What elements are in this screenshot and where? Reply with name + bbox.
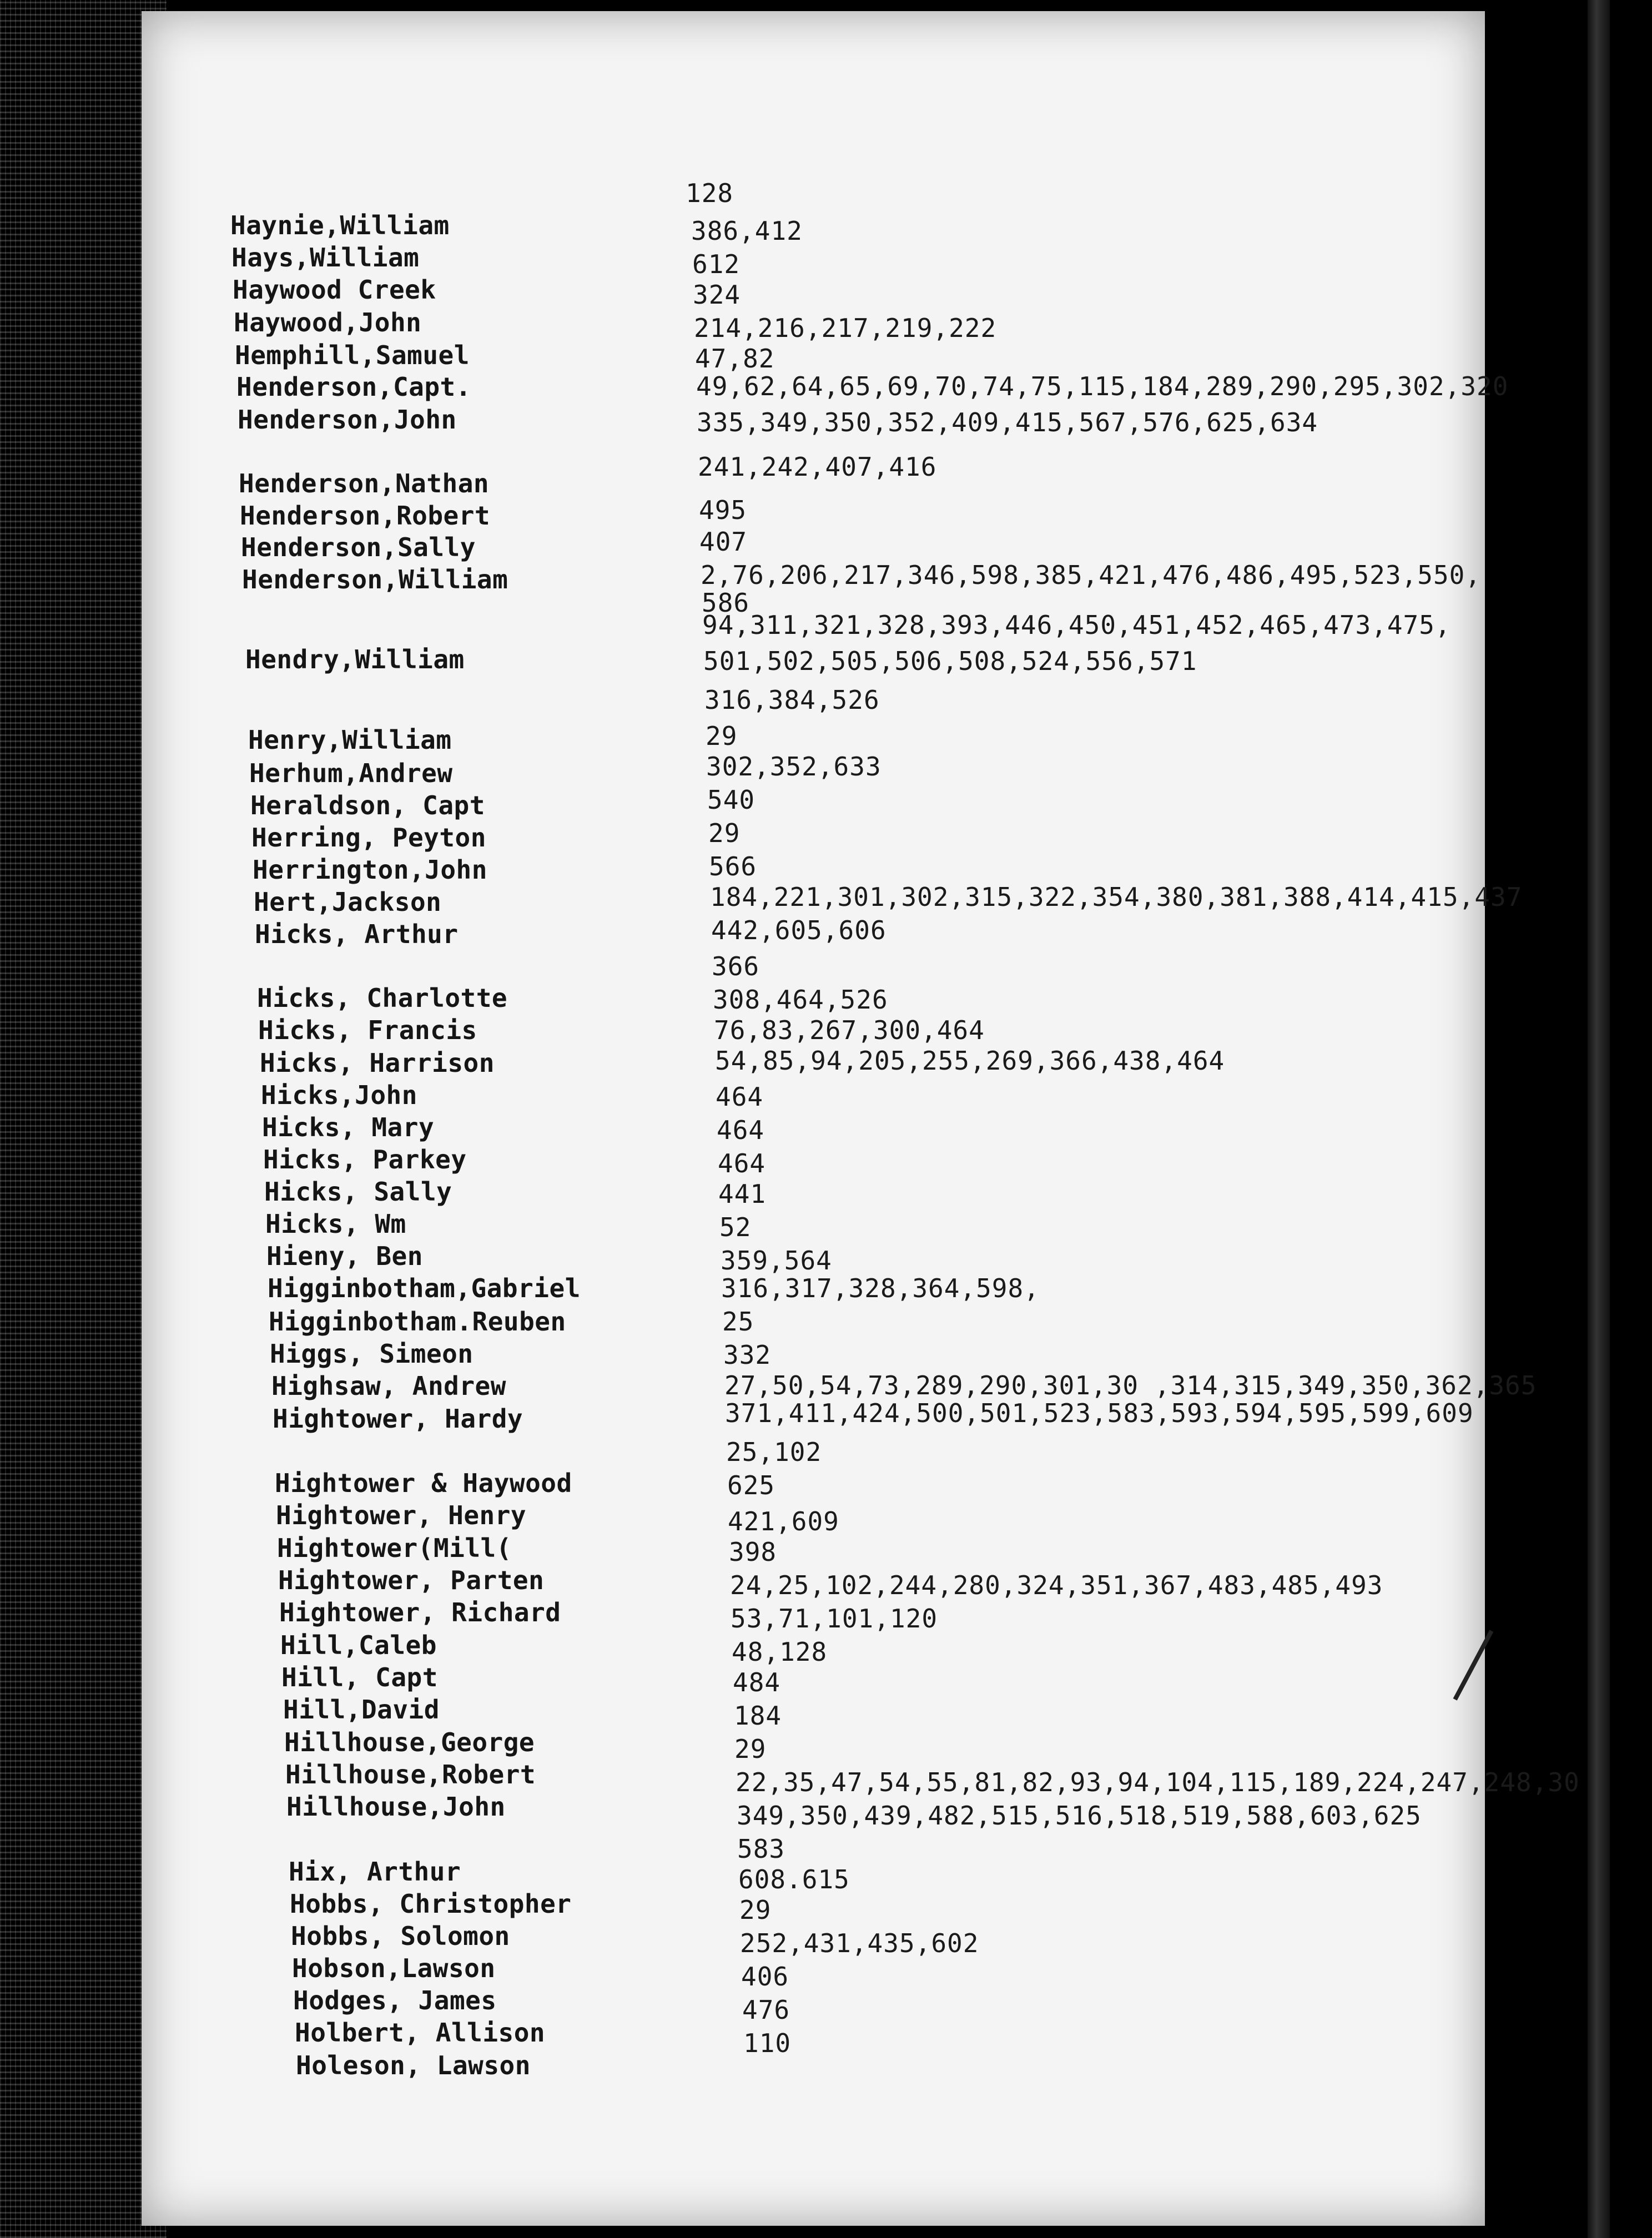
index-entry-pages: 252,431,435,602 bbox=[740, 1928, 979, 1958]
index-entry-name: Hightower, Hardy bbox=[273, 1404, 523, 1434]
index-entry-pages: 184 bbox=[734, 1701, 782, 1731]
index-entry-pages: 49,62,64,65,69,70,74,75,115,184,289,290,295,302,320 bbox=[696, 371, 1509, 401]
index-entry-pages: 386,412 bbox=[691, 216, 803, 246]
index-entry-name: Higginbotham.Reuben bbox=[269, 1307, 566, 1337]
index-entry-pages: 464 bbox=[717, 1115, 765, 1145]
index-entry-pages: 316,384,526 bbox=[704, 685, 880, 715]
index-entry-pages: 47,82 bbox=[695, 344, 775, 374]
index-entry-pages: 349,350,439,482,515,516,518,519,588,603,625 bbox=[737, 1801, 1422, 1831]
index-entry-name: Hieny, Ben bbox=[266, 1241, 423, 1271]
index-entry-pages: 48,128 bbox=[732, 1637, 828, 1667]
scan-border-right bbox=[1588, 0, 1610, 2238]
index-entry-name: Hillhouse,John bbox=[286, 1792, 506, 1822]
index-entry-name: Higgs, Simeon bbox=[270, 1339, 474, 1369]
index-entry-name: Henderson,Nathan bbox=[239, 468, 490, 498]
index-entry-pages: 54,85,94,205,255,269,366,438,464 bbox=[715, 1046, 1225, 1076]
index-entry-name: Hillhouse,Robert bbox=[285, 1760, 536, 1790]
index-entry-name: Hays,William bbox=[231, 243, 420, 273]
index-entry-pages: 308,464,526 bbox=[713, 985, 888, 1015]
index-entry-name: Hightower, Richard bbox=[279, 1597, 561, 1627]
index-entry-pages: 586 bbox=[702, 588, 750, 618]
index-entry-name: Holbert, Allison bbox=[295, 2018, 546, 2048]
index-entry-pages: 25 bbox=[722, 1307, 754, 1337]
index-entry-pages: 442,605,606 bbox=[711, 915, 887, 945]
index-entry-pages: 25,102 bbox=[726, 1437, 822, 1467]
index-entry-pages: 371,411,424,500,501,523,583,593,594,595,599,609 bbox=[725, 1398, 1474, 1428]
index-entry-pages: 29 bbox=[706, 721, 738, 751]
index-entry-pages: 608.615 bbox=[738, 1864, 850, 1894]
index-entry-name: Hill,Caleb bbox=[280, 1630, 437, 1660]
index-entry-name: Henry,William bbox=[248, 725, 452, 755]
index-entry-name: Hemphill,Samuel bbox=[235, 340, 470, 370]
index-entry-pages: 464 bbox=[716, 1082, 764, 1112]
index-entry-name: Hicks, Mary bbox=[262, 1112, 435, 1142]
index-entry-pages: 324 bbox=[693, 280, 741, 310]
index-entry-name: Heraldson, Capt bbox=[250, 790, 485, 820]
index-entry-pages: 612 bbox=[692, 249, 741, 279]
index-entry-pages: 27,50,54,73,289,290,301,30 ,314,315,349,350,362,365 bbox=[724, 1370, 1537, 1400]
index-entry-name: Hill,David bbox=[283, 1695, 440, 1725]
index-entry-name: Hicks, Wm bbox=[265, 1209, 406, 1239]
index-entry-name: Henderson,Capt. bbox=[236, 372, 471, 402]
index-entry-pages: 2,76,206,217,346,598,385,421,476,486,495,523,550, bbox=[701, 560, 1482, 590]
index-entry-pages: 421,609 bbox=[728, 1506, 839, 1536]
index-entry-pages: 94,311,321,328,393,446,450,451,452,465,473,475, bbox=[702, 610, 1451, 640]
index-entry-pages: 625 bbox=[727, 1470, 775, 1500]
index-entry-pages: 441 bbox=[718, 1179, 767, 1209]
index-entry-pages: 52 bbox=[719, 1212, 752, 1242]
index-entry-pages: 359,564 bbox=[721, 1246, 832, 1276]
index-entry-name: Highsaw, Andrew bbox=[271, 1371, 506, 1401]
index-entry-name: Hodges, James bbox=[293, 1985, 497, 2015]
page-number: 128 bbox=[686, 178, 734, 208]
index-entry-pages: 484 bbox=[733, 1667, 781, 1697]
index-entry-pages: 406 bbox=[741, 1962, 789, 1992]
index-entry-pages: 110 bbox=[743, 2028, 792, 2058]
index-entry-pages: 53,71,101,120 bbox=[731, 1604, 938, 1634]
index-entry-pages: 24,25,102,244,280,324,351,367,483,485,493 bbox=[730, 1570, 1383, 1600]
index-entry-name: Hill, Capt bbox=[281, 1662, 438, 1692]
index-entry-name: Hillhouse,George bbox=[284, 1727, 535, 1757]
index-entry-name: Hert,Jackson bbox=[254, 887, 442, 917]
index-entry-name: Hightower, Parten bbox=[278, 1565, 545, 1595]
index-entry-name: Haywood,John bbox=[234, 308, 422, 337]
index-entry-name: Henderson,Robert bbox=[240, 501, 491, 531]
index-entry-name: Herhum,Andrew bbox=[249, 758, 453, 788]
index-entry-pages: 76,83,267,300,464 bbox=[714, 1015, 985, 1045]
index-entry-name: Hicks,John bbox=[261, 1080, 417, 1110]
index-entry-name: Holeson, Lawson bbox=[296, 2050, 531, 2080]
index-entry-name: Hicks, Sally bbox=[264, 1177, 452, 1207]
index-entry-pages: 184,221,301,302,315,322,354,380,381,388,414,415,437 bbox=[710, 882, 1523, 912]
index-entry-pages: 29 bbox=[739, 1895, 772, 1925]
index-entry-name: Haywood Creek bbox=[233, 275, 436, 305]
index-entry-pages: 29 bbox=[708, 818, 741, 848]
index-entry-pages: 583 bbox=[737, 1834, 785, 1864]
index-entry-name: Hix, Arthur bbox=[289, 1857, 461, 1887]
index-entry-pages: 335,349,350,352,409,415,567,576,625,634 bbox=[697, 407, 1318, 437]
index-entry-name: Hicks, Francis bbox=[258, 1015, 477, 1045]
index-entry-pages: 214,216,217,219,222 bbox=[694, 313, 997, 343]
index-entry-pages: 332 bbox=[723, 1340, 772, 1370]
index-entry-name: Hightower & Haywood bbox=[275, 1468, 572, 1498]
index-entry-pages: 241,242,407,416 bbox=[698, 452, 937, 482]
index-entry-pages: 476 bbox=[742, 1995, 790, 2025]
index-entry-pages: 464 bbox=[718, 1148, 766, 1178]
index-entry-name: Henderson,John bbox=[238, 405, 457, 435]
index-entry-pages: 540 bbox=[707, 785, 756, 815]
index-entry-name: Hobbs, Solomon bbox=[291, 1921, 510, 1951]
index-entry-pages: 29 bbox=[734, 1734, 767, 1764]
index-entry-name: Haynie,William bbox=[230, 210, 450, 240]
index-entry-pages: 501,502,505,506,508,524,556,571 bbox=[703, 646, 1197, 676]
index-entry-name: Hobson,Lawson bbox=[292, 1953, 496, 1983]
index-entry-name: Hightower(Mill( bbox=[277, 1533, 512, 1563]
index-entry-name: Higginbotham,Gabriel bbox=[268, 1273, 581, 1303]
index-entry-name: Hicks, Charlotte bbox=[257, 983, 508, 1013]
index-entry-name: Hobbs, Christopher bbox=[290, 1889, 572, 1919]
index-entry-name: Herring, Peyton bbox=[251, 823, 486, 853]
index-entry-name: Herrington,John bbox=[253, 855, 487, 885]
index-entry-pages: 495 bbox=[699, 495, 747, 525]
index-entry-name: Hicks, Arthur bbox=[255, 919, 459, 949]
index-entry-pages: 407 bbox=[699, 527, 748, 557]
index-entry-name: Hendry,William bbox=[245, 644, 465, 674]
index-entry-pages: 316,317,328,364,598, bbox=[721, 1273, 1040, 1303]
index-entry-pages: 366 bbox=[712, 951, 760, 981]
index-entry-pages: 566 bbox=[709, 851, 757, 881]
index-entry-pages: 302,352,633 bbox=[706, 752, 882, 782]
index-entry-pages: 398 bbox=[729, 1537, 777, 1567]
index-entry-name: Hicks, Harrison bbox=[260, 1048, 495, 1078]
index-entry-name: Henderson,William bbox=[242, 564, 508, 594]
index-entry-name: Hicks, Parkey bbox=[263, 1145, 467, 1175]
index-entry-name: Henderson,Sally bbox=[241, 532, 476, 562]
index-entry-name: Hightower, Henry bbox=[276, 1500, 527, 1530]
index-entry-pages: 22,35,47,54,55,81,82,93,94,104,115,189,224,247,248,30 bbox=[736, 1767, 1580, 1797]
